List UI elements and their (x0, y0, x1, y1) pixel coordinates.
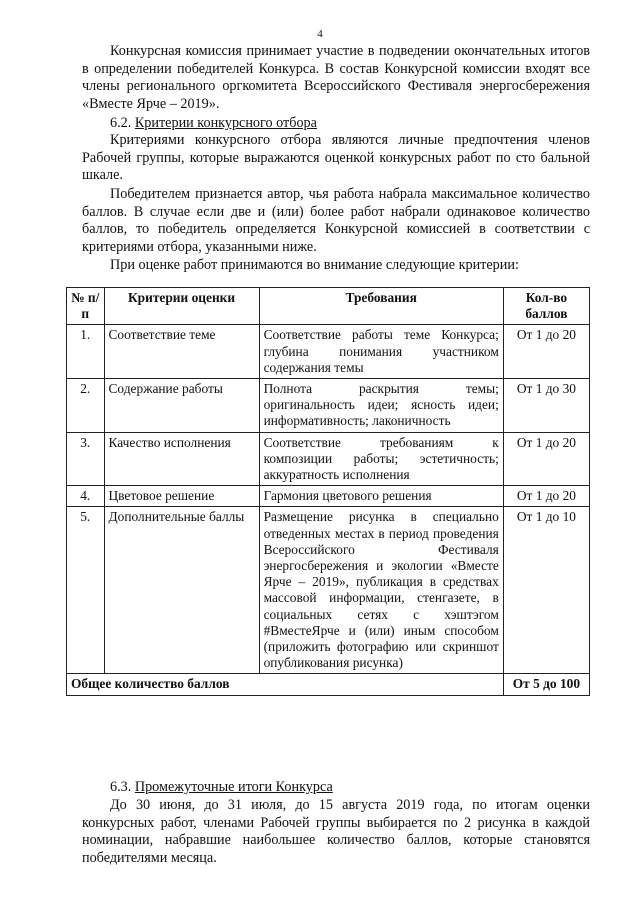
row-number: 3. (67, 432, 105, 486)
row-number: 2. (67, 379, 105, 433)
row-number: 4. (67, 486, 105, 507)
header-points: Кол-во баллов (503, 288, 589, 325)
page-number: 4 (317, 28, 323, 40)
section-6-3-paragraph: До 30 июня, до 31 июля, до 15 августа 2019 года, по итогам оценки конкурсных работ, членами Рабочей группы выбирается по 2 рисунка в каждой номинации, набравшие наибольшее количество баллов, которые становятся победителями месяца. (82, 797, 590, 866)
row-requirement: Полнота раскрытия темы; оригинальность идеи; ясность идеи; информативность; лаконичность (259, 379, 503, 433)
intro-paragraph: Конкурсная комиссия принимает участие в подведении окончательных итогов в определении победителей Конкурса. В состав Конкурсной комиссии входят все члены регионального оргкомитета Всероссийского Фестиваля энергосбережения «Вместе Ярче – 2019». (82, 43, 590, 112)
section-6-2-heading (110, 115, 317, 132)
row-points: От 1 до 20 (503, 486, 589, 507)
section-6-3-heading (110, 779, 333, 796)
row-number: 5. (67, 507, 105, 674)
row-requirement: Размещение рисунка в специально отведенных местах в период проведения Всероссийского Фестиваля энергосбережения и экологии «Вместе Ярче – 2019», публикация в средствах массовой информации, стенгазете, в социальных сетях с хэштэгом #ВместеЯрче и (или) иным способом (приложить фотографию или скриншот опубликования рисунка) (259, 507, 503, 674)
row-requirement: Соответствие работы теме Конкурса; глубина понимания участником содержания темы (259, 325, 503, 379)
row-criterion: Содержание работы (104, 379, 259, 433)
row-points: От 1 до 30 (503, 379, 589, 433)
section-6-2-paragraph-3: При оценке работ принимаются во внимание следующие критерии: (110, 257, 519, 273)
section-6-2-number: 6.2. (110, 115, 132, 131)
row-criterion: Цветовое решение (104, 486, 259, 507)
section-6-3-title: Промежуточные итоги Конкурса (134, 779, 333, 795)
section-6-3-number: 6.3. (110, 779, 132, 795)
table-row (67, 325, 590, 379)
header-criterion: Критерии оценки (104, 288, 259, 325)
total-label: Общее количество баллов (67, 674, 504, 695)
section-6-2-title: Критерии конкурсного отбора (134, 115, 317, 131)
table-row (67, 507, 590, 674)
header-number: № п/п (67, 288, 105, 325)
row-number: 1. (67, 325, 105, 379)
row-criterion: Дополнительные баллы (104, 507, 259, 674)
table-row (67, 432, 590, 486)
total-value: От 5 до 100 (503, 674, 589, 695)
table-header-row (67, 288, 590, 325)
row-points: От 1 до 20 (503, 432, 589, 486)
row-points: От 1 до 10 (503, 507, 589, 674)
criteria-table (66, 287, 590, 696)
table-row (67, 379, 590, 433)
section-6-2-paragraph-1: Критериями конкурсного отбора являются личные предпочтения членов Рабочей группы, которые выражаются оценкой конкурсных работ по сто бальной шкале. (82, 132, 590, 184)
row-criterion: Соответствие теме (104, 325, 259, 379)
header-requirement: Требования (259, 288, 503, 325)
row-requirement: Соответствие требованиям к композиции работы; эстетичность; аккуратность исполнения (259, 432, 503, 486)
table-row (67, 486, 590, 507)
row-requirement: Гармония цветового решения (259, 486, 503, 507)
row-criterion: Качество исполнения (104, 432, 259, 486)
row-points: От 1 до 20 (503, 325, 589, 379)
section-6-2-paragraph-2: Победителем признается автор, чья работа набрала максимальное количество баллов. В случае если две и (или) более работ набрали одинаковое количество баллов, то победитель определяется Конкурсной комиссией в соответствии с критериями отбора, указанными ниже. (82, 186, 590, 255)
table-total-row (67, 674, 590, 695)
